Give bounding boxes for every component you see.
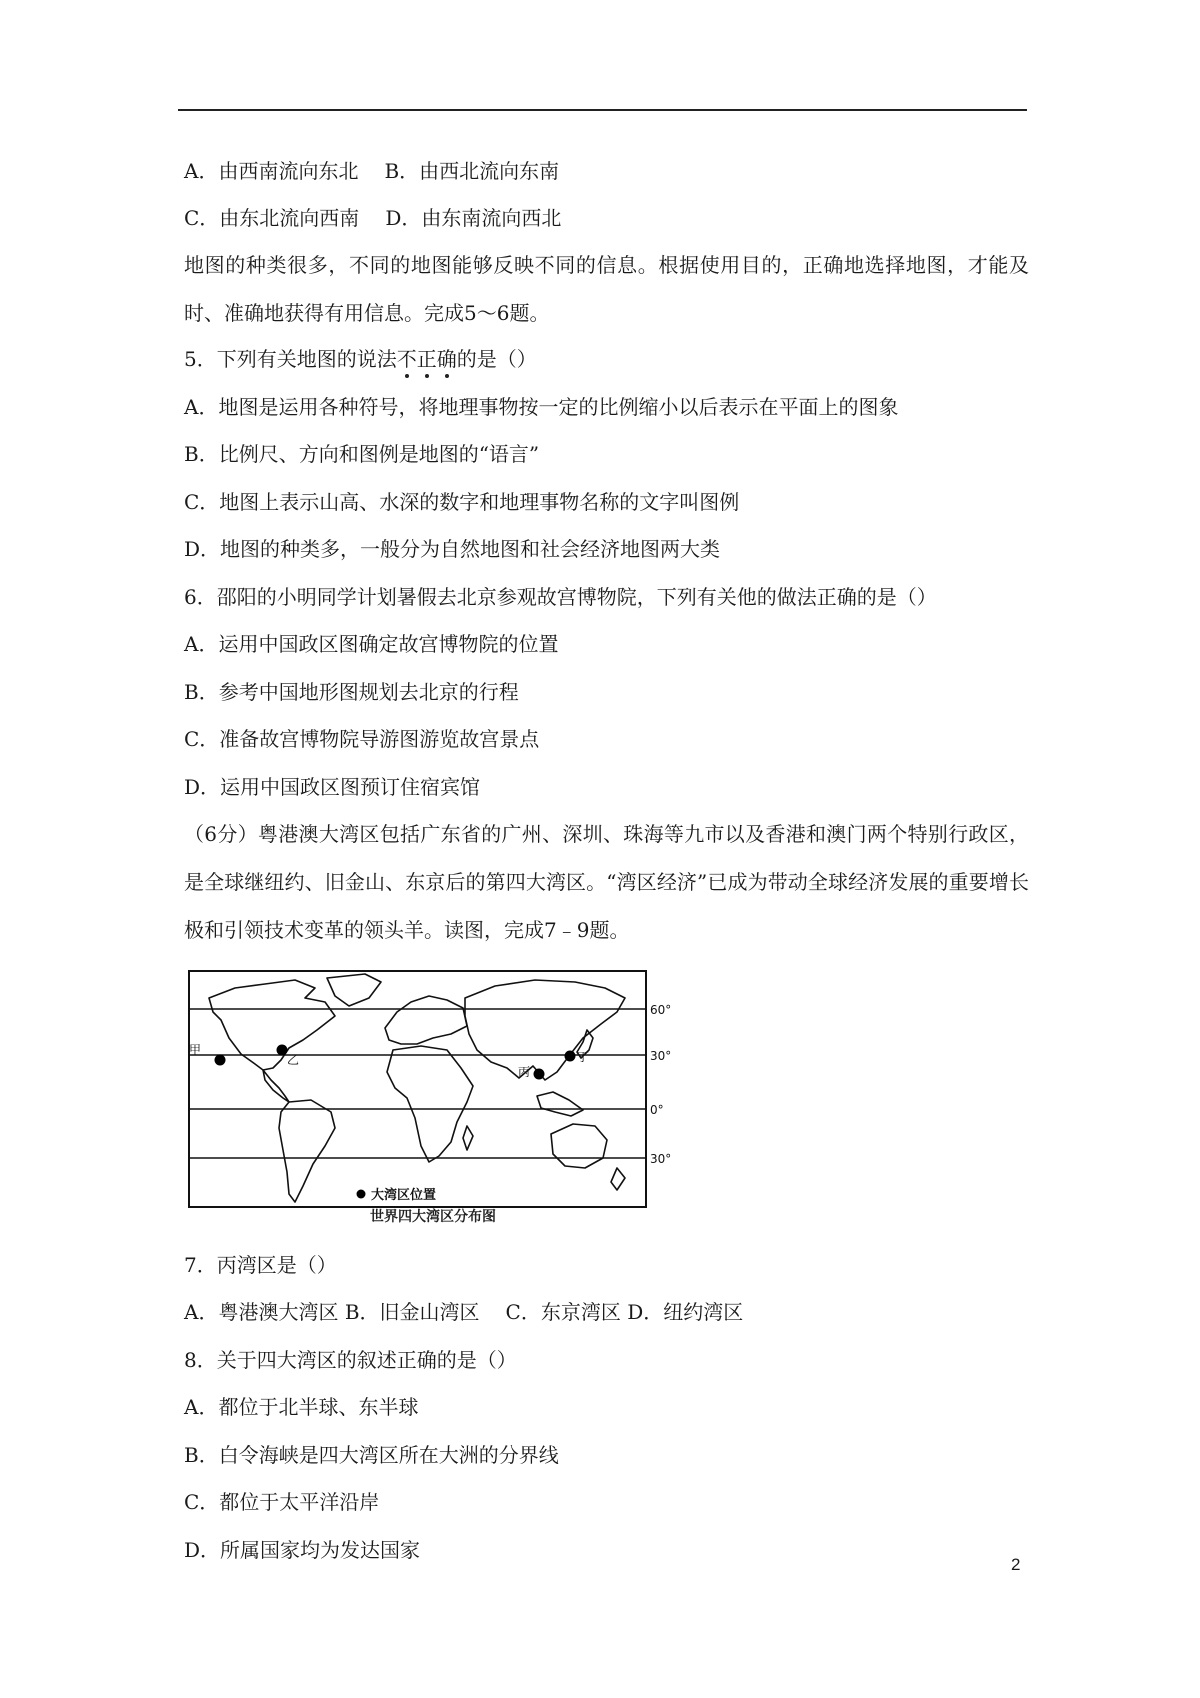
map-frame xyxy=(189,971,646,1207)
q5-option-b: B．比例尺、方向和图例是地图的“语言” xyxy=(184,442,540,466)
world-bay-areas-map xyxy=(185,968,725,1223)
bay-dot-bing xyxy=(534,1069,545,1080)
bay-dot-ding xyxy=(565,1051,576,1062)
q5-option-c: C．地图上表示山高、水深的数字和地理事物名称的文字叫图例 xyxy=(184,490,740,514)
latitude-label-0: 0° xyxy=(650,1103,664,1117)
bay-label-bing: 丙 xyxy=(518,1065,531,1079)
q4-option-a: A．由西南流向东北 xyxy=(184,159,359,183)
q6-option-c: C．准备故宫博物院导游图游览故宫景点 xyxy=(184,727,540,751)
q8-option-a: A．都位于北半球、东半球 xyxy=(184,1395,419,1419)
bay-label-yi: 乙 xyxy=(287,1053,300,1067)
bay-dot-jia xyxy=(215,1055,226,1066)
bay-label-ding: 丁 xyxy=(577,1050,590,1064)
emphasis-char: 确 xyxy=(436,347,457,371)
q7-stem: 7．丙湾区是（） xyxy=(184,1253,337,1277)
q7-option-a: A．粤港澳大湾区 xyxy=(184,1300,339,1324)
q6-stem: 6．邵阳的小明同学计划暑假去北京参观故宫博物院，下列有关他的做法正确的是（） xyxy=(184,585,937,609)
intro-5-6: 地图的种类很多，不同的地图能够反映不同的信息。根据使用目的，正确地选择地图，才能及时、准确地获得有用信息。完成5～6题。 xyxy=(184,253,1029,325)
q5-stem xyxy=(184,345,537,373)
bay-dot-yi xyxy=(277,1045,288,1056)
q5-option-d: D．地图的种类多，一般分为自然地图和社会经济地图两大类 xyxy=(184,537,721,561)
intro-7-9: （6分）粤港澳大湾区包括广东省的广州、深圳、珠海等九市以及香港和澳门两个特别行政区，是全球继纽约、旧金山、东京后的第四大湾区。“湾区经济”已成为带动全球经济发展的重要增长极和引领技术变革的领头羊。读图，完成7﹣9题。 xyxy=(184,822,1029,942)
q7-option-b: B．旧金山湾区 xyxy=(344,1300,480,1324)
legend-text: 大湾区位置 xyxy=(371,1188,437,1203)
latitude-label-60: 60° xyxy=(650,1003,672,1017)
q4-options-row-1 xyxy=(184,157,559,185)
map-caption: 世界四大湾区分布图 xyxy=(370,1209,496,1225)
q7-options-row xyxy=(184,1298,743,1326)
q4-option-b: B．由西北流向东南 xyxy=(384,159,560,183)
latitude-label-30s: 30° xyxy=(650,1152,672,1166)
q6-option-b: B．参考中国地形图规划去北京的行程 xyxy=(184,680,519,704)
header-rule xyxy=(178,109,1027,111)
emphasis-char: 不 xyxy=(396,347,417,371)
q4-option-c: C．由东北流向西南 xyxy=(184,206,360,230)
q8-option-c: C．都位于太平洋沿岸 xyxy=(184,1490,380,1514)
bay-label-jia: 甲 xyxy=(189,1043,202,1057)
latitude-label-30n: 30° xyxy=(650,1049,672,1063)
q8-option-b: B．白令海峡是四大湾区所在大洲的分界线 xyxy=(184,1443,559,1467)
legend-dot xyxy=(357,1190,366,1199)
page-number: 2 xyxy=(1011,1555,1021,1574)
q5-stem-tail: 的是（） xyxy=(456,347,537,371)
q6-option-a: A．运用中国政区图确定故宫博物院的位置 xyxy=(184,632,559,656)
emphasis-char: 正 xyxy=(416,347,437,371)
q6-option-d: D．运用中国政区图预订住宿宾馆 xyxy=(184,775,481,799)
q4-option-d: D．由东南流向西北 xyxy=(385,206,562,230)
q8-stem: 8．关于四大湾区的叙述正确的是（） xyxy=(184,1348,517,1372)
q5-stem-text: 5．下列有关地图的说法 xyxy=(184,347,397,371)
q5-option-a: A．地图是运用各种符号，将地理事物按一定的比例缩小以后表示在平面上的图象 xyxy=(184,395,899,419)
q4-options-row-2 xyxy=(184,204,561,232)
q7-option-c: C．东京湾区 xyxy=(505,1300,621,1324)
q7-option-d: D．纽约湾区 xyxy=(627,1300,744,1324)
q8-option-d: D．所属国家均为发达国家 xyxy=(184,1538,421,1562)
